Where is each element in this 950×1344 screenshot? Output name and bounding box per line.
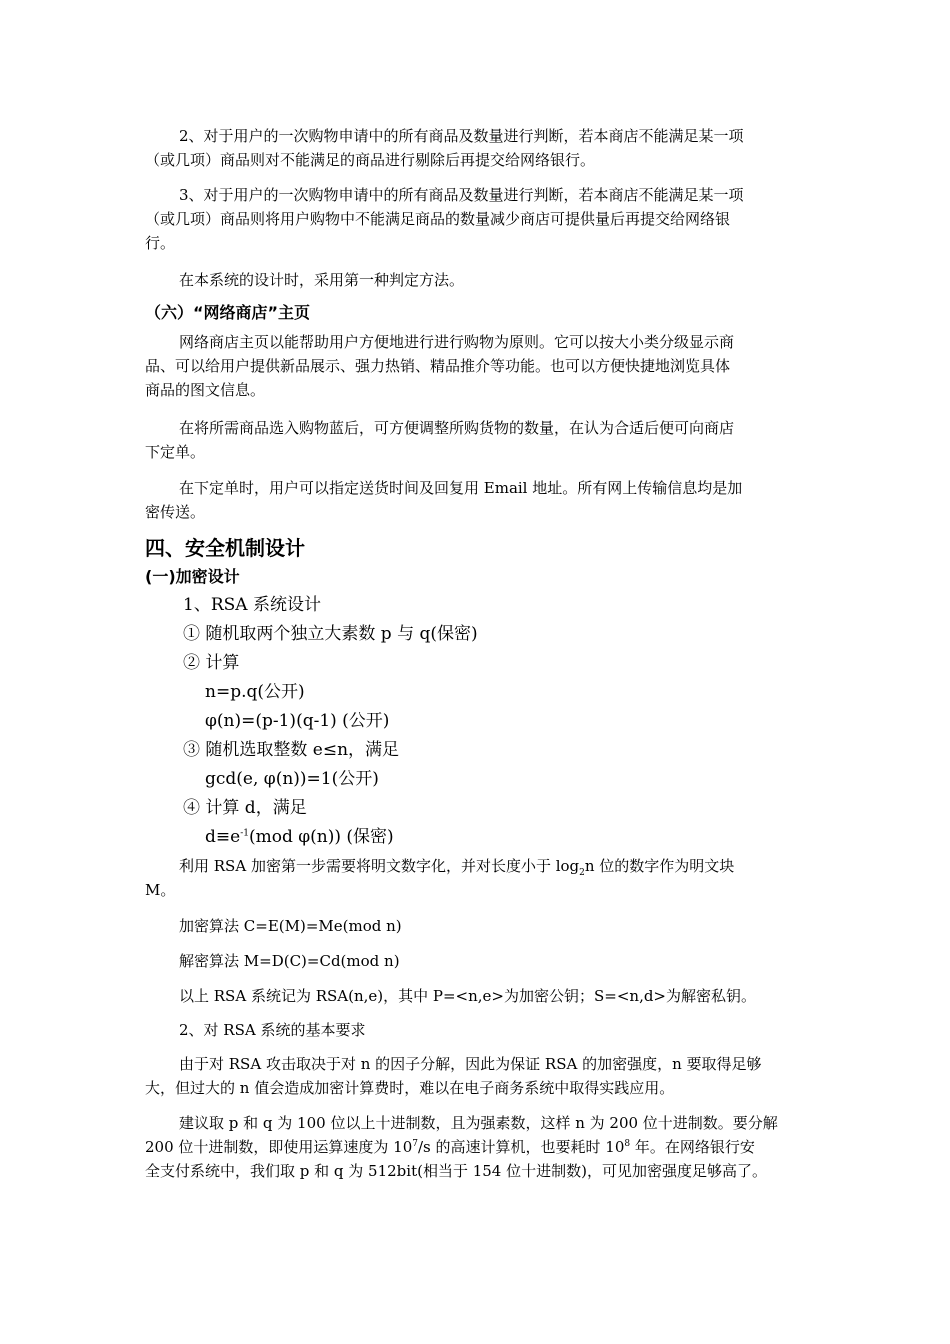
rsa-step-1: ① 随机取两个独立大素数 p 与 q(保密) [183,624,478,644]
paragraph-option-2 [145,124,807,172]
paragraph-key-size [145,1111,807,1183]
formula-part: d≡e [205,827,241,847]
paragraph-home-intro [145,330,807,402]
text-part: n 位的数字作为明文块 [584,857,735,875]
paragraph-factorization [145,1052,807,1100]
text-line [145,1135,807,1159]
text-line: 以上 RSA 系统记为 RSA(n,e)，其中 P=<n,e>为加密公钥；S=<n,d>为解密私钥。 [179,987,757,1005]
rsa-formula-gcd: gcd(e, φ(n))=1(公开) [205,769,379,789]
rsa-formula-d [205,824,394,850]
text-part: 年。在网络银行安 [630,1138,755,1156]
text-line: 网络商店主页以能帮助用户方便地进行进行购物为原则。它可以按大小类分级显示商 [179,333,735,351]
text-line: 商品的图文信息。 [145,381,266,399]
rsa-formula-n: n=p.q(公开) [205,682,305,702]
chapter-heading-security: 四、安全机制设计 [145,536,305,560]
text-line: （或几项）商品则对不能满足的商品进行剔除后再提交给网络银行。 [145,151,596,169]
text-line: 3、对于用户的一次购物申请中的所有商品及数量进行判断，若本商店不能满足某一项 [179,186,744,204]
text-line: （或几项）商品则将用户购物中不能满足商品的数量减少商店可提供量后再提交给网络银 [145,210,731,228]
formula-superscript: -1 [240,828,249,839]
text-line: 行。 [145,234,176,252]
text-line: 大，但过大的 n 值会造成加密计算费时，难以在电子商务系统中取得实践应用。 [145,1079,675,1097]
subscript: 2 [579,868,585,878]
paragraph-decision [145,268,807,292]
paragraph-order [145,476,807,524]
superscript: 7 [412,1139,418,1149]
text-part: 利用 RSA 加密第一步需要将明文数字化，并对长度小于 log [179,857,580,875]
text-line: 解密算法 M=D(C)=Cd(mod n) [179,952,400,970]
paragraph-digitize [145,854,807,902]
rsa-requirements-title [145,1018,807,1042]
text-part: /s 的高速计算机，也要耗时 10 [418,1138,625,1156]
rsa-key-note [145,984,807,1008]
paragraph-option-3 [145,183,807,255]
formula-part: (mod φ(n)) (保密) [248,827,394,847]
text-line: 在将所需商品选入购物蓝后，可方便调整所购货物的数量，在认为合适后便可向商店 [179,419,735,437]
text-line: 加密算法 C=E(M)=Me(mod n) [179,917,402,935]
decryption-algorithm [145,949,807,973]
paragraph-cart [145,416,807,464]
text-line: 品、可以给用户提供新品展示、强力热销、精品推介等功能。也可以方便快捷地浏览具体 [145,357,731,375]
superscript: 8 [624,1139,631,1149]
section-heading-encryption: (一)加密设计 [145,567,240,586]
text-line: M。 [145,881,176,899]
text-part: 200 位十进制数，即使用运算速度为 10 [145,1138,413,1156]
text-line: 2、对 RSA 系统的基本要求 [179,1021,366,1039]
rsa-step-4: ④ 计算 d，满足 [183,798,307,818]
section-heading-home: （六）“网络商店”主页 [145,303,311,322]
text-line: 全支付系统中，我们取 p 和 q 为 512bit(相当于 154 位十进制数)，可见加密强度足够高了。 [145,1162,767,1180]
text-line [145,854,807,878]
text-line: 建议取 p 和 q 为 100 位以上十进制数，且为强素数，这样 n 为 200 位十进制数。要分解 [179,1114,778,1132]
rsa-title: 1、RSA 系统设计 [183,595,321,615]
text-line: 下定单。 [145,443,206,461]
encryption-algorithm [145,914,807,938]
rsa-formula-phi: φ(n)=(p-1)(q-1) (公开) [205,711,390,731]
rsa-step-2: ② 计算 [183,653,240,673]
rsa-step-3: ③ 随机选取整数 e≤n，满足 [183,740,400,760]
text-line: 密传送。 [145,503,206,521]
text-line: 2、对于用户的一次购物申请中的所有商品及数量进行判断，若本商店不能满足某一项 [179,127,744,145]
text-line: 在本系统的设计时，采用第一种判定方法。 [179,271,465,289]
text-line: 由于对 RSA 攻击取决于对 n 的因子分解，因此为保证 RSA 的加密强度，n 要取得足够 [179,1055,762,1073]
text-line: 在下定单时，用户可以指定送货时间及回复用 Email 地址。所有网上传输信息均是加 [179,479,743,497]
